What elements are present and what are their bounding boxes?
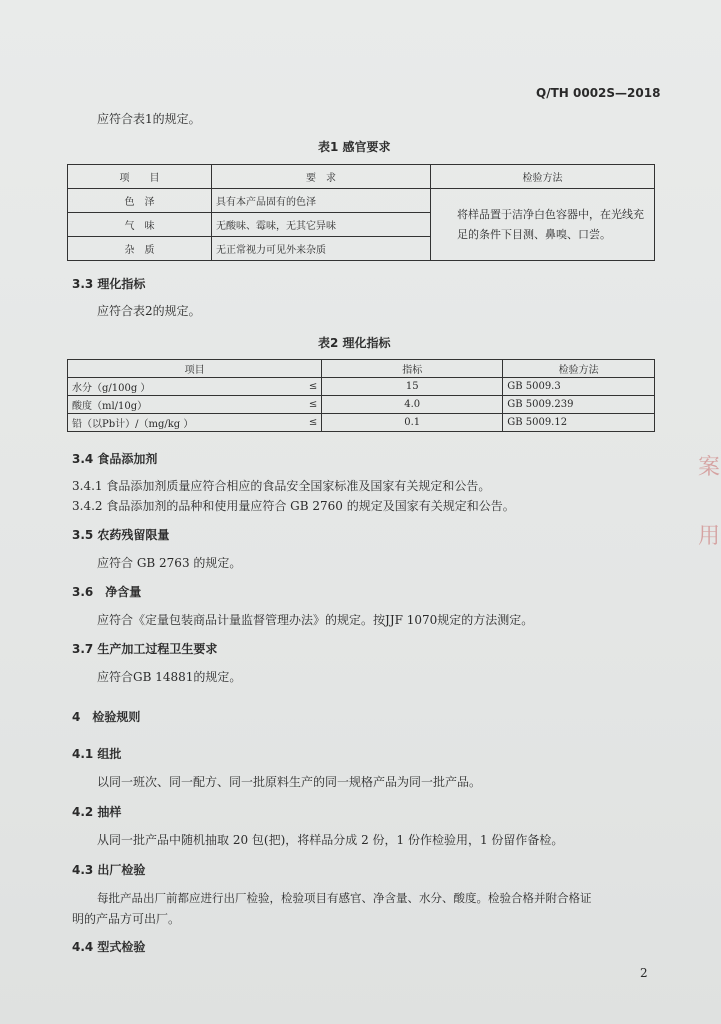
table-header-row bbox=[68, 360, 655, 378]
table-cell: 15 bbox=[322, 378, 503, 396]
stamp-char: 案 bbox=[698, 455, 721, 480]
table-cell: 4.0 bbox=[322, 396, 503, 414]
table-cell: 气 味 bbox=[68, 213, 212, 237]
section-4-3-text-line2: 明的产品方可出厂。 bbox=[72, 912, 181, 926]
stamp-char: 用 bbox=[698, 524, 721, 549]
section-3-4-1-text: 3.4.1 食品添加剂质量应符合相应的食品安全国家标准及国家有关规定和公告。 bbox=[72, 479, 491, 493]
table-cell: 具有本产品固有的色泽 bbox=[212, 189, 431, 213]
table2-title: 表2 理化指标 bbox=[318, 336, 391, 350]
table-row bbox=[68, 396, 655, 414]
table-header-row bbox=[68, 165, 655, 189]
section-3-6-title: 3.6 净含量 bbox=[72, 585, 142, 599]
table-cell: GB 5009.239 bbox=[503, 396, 655, 414]
section-3-7-title: 3.7 生产加工过程卫生要求 bbox=[72, 642, 218, 656]
section-4-title: 4 检验规则 bbox=[72, 710, 141, 724]
section-3-5-text: 应符合 GB 2763 的规定。 bbox=[97, 556, 242, 570]
table-row bbox=[68, 189, 655, 213]
table-header-cell: 检验方法 bbox=[431, 165, 655, 189]
red-stamp-fragment bbox=[698, 450, 720, 550]
table-cell: GB 5009.12 bbox=[503, 414, 655, 432]
intro-text: 应符合表1的规定。 bbox=[97, 112, 201, 126]
table-cell: 水分（g/100g ） bbox=[68, 378, 237, 396]
table-header-cell: 项目 bbox=[68, 360, 322, 378]
section-3-3-text: 应符合表2的规定。 bbox=[97, 304, 201, 318]
table-cell: 色 泽 bbox=[68, 189, 212, 213]
section-3-4-title: 3.4 食品添加剂 bbox=[72, 452, 158, 466]
section-4-3-text-line1: 每批产品出厂前都应进行出厂检验，检验项目有感官、净含量、水分、酸度。检验合格并附合格证 bbox=[97, 891, 592, 905]
table-cell: ≤ bbox=[236, 414, 322, 432]
table-header-cell: 要 求 bbox=[212, 165, 431, 189]
table-header-cell: 指标 bbox=[322, 360, 503, 378]
section-3-5-title: 3.5 农药残留限量 bbox=[72, 528, 170, 542]
table-cell: 杂 质 bbox=[68, 237, 212, 261]
section-3-6-text: 应符合《定量包装商品计量监督管理办法》的规定。按JJF 1070规定的方法测定。 bbox=[97, 613, 534, 627]
table2-physicochemical bbox=[67, 359, 655, 432]
section-4-1-title: 4.1 组批 bbox=[72, 747, 122, 761]
section-4-3-title: 4.3 出厂检验 bbox=[72, 863, 146, 877]
table-row bbox=[68, 414, 655, 432]
table-header-cell: 项 目 bbox=[68, 165, 212, 189]
table-header-cell: 检验方法 bbox=[503, 360, 655, 378]
table1-title: 表1 感官要求 bbox=[318, 140, 391, 154]
table-cell-method: 将样品置于洁净白色容器中，在光线充足的条件下目测、鼻嗅、口尝。 bbox=[431, 189, 655, 261]
section-4-2-text: 从同一批产品中随机抽取 20 包(把)，将样品分成 2 份，1 份作检验用，1 份留作备检。 bbox=[97, 833, 564, 847]
table1-sensory bbox=[67, 164, 655, 261]
section-3-3-title: 3.3 理化指标 bbox=[72, 277, 146, 291]
section-3-7-text: 应符合GB 14881的规定。 bbox=[97, 670, 242, 684]
standard-number: Q/TH 0002S—2018 bbox=[536, 86, 661, 100]
table-cell: 无酸味、霉味，无其它异味 bbox=[212, 213, 431, 237]
table-cell: 酸度（ml/10g） bbox=[68, 396, 237, 414]
section-3-4-2-text: 3.4.2 食品添加剂的品种和使用量应符合 GB 2760 的规定及国家有关规定和公告。 bbox=[72, 499, 515, 513]
section-4-1-text: 以同一班次、同一配方、同一批原料生产的同一规格产品为同一批产品。 bbox=[97, 775, 482, 789]
table-row bbox=[68, 378, 655, 396]
table-cell: 无正常视力可见外来杂质 bbox=[212, 237, 431, 261]
page-number: 2 bbox=[640, 966, 648, 980]
table-cell: GB 5009.3 bbox=[503, 378, 655, 396]
table-cell: ≤ bbox=[236, 378, 322, 396]
section-4-2-title: 4.2 抽样 bbox=[72, 805, 122, 819]
table-cell: 0.1 bbox=[322, 414, 503, 432]
section-4-4-title: 4.4 型式检验 bbox=[72, 940, 146, 954]
table-cell: ≤ bbox=[236, 396, 322, 414]
table-cell: 铅（以Pb计）/（mg/kg ） bbox=[68, 414, 237, 432]
